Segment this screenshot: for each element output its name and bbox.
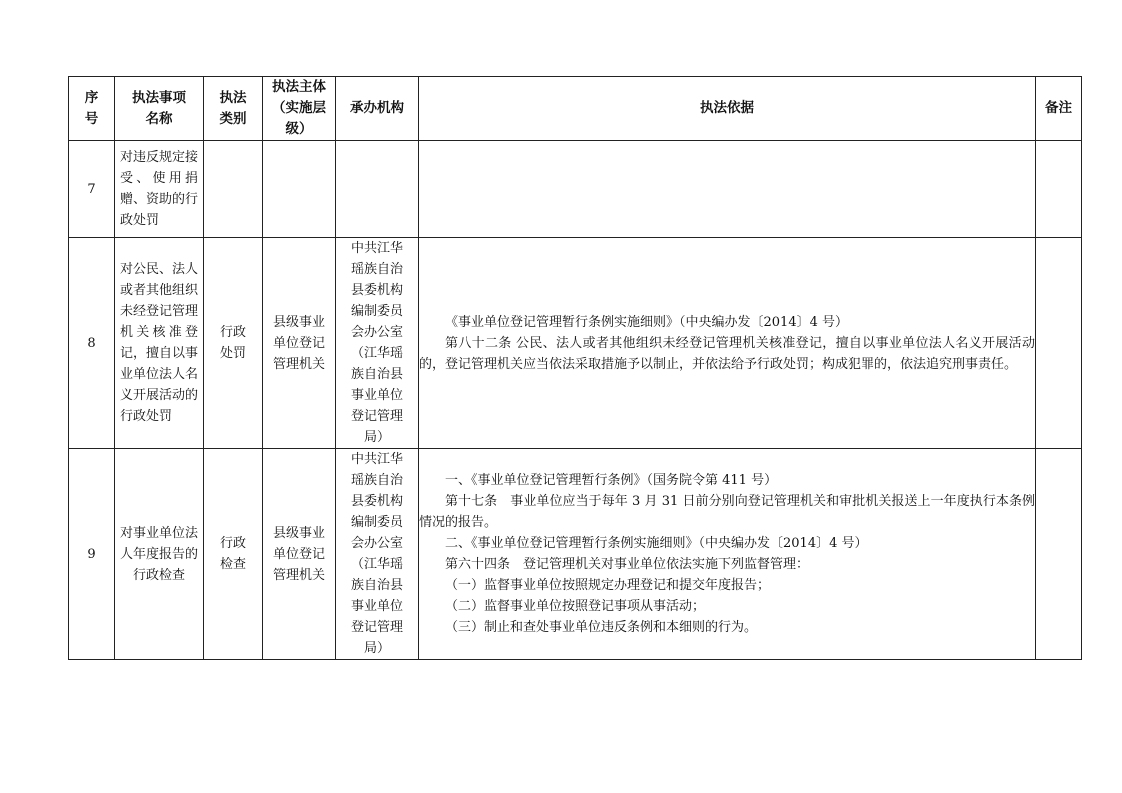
cell-type — [204, 141, 263, 238]
cell-basis — [419, 141, 1036, 238]
cell-remark — [1036, 238, 1082, 449]
basis-paragraph: （三）制止和查处事业单位违反条例和本细则的行为。 — [445, 620, 758, 635]
cell-org: 中共江华瑶族自治县委机构编制委员会办公室（江华瑶族自治县事业单位登记管理局） — [336, 449, 419, 660]
basis-paragraph: 一、《事业单位登记管理暂行条例》（国务院令第 411 号） — [445, 473, 778, 488]
cell-subject — [263, 141, 336, 238]
cell-subject: 县级事业单位登记管理机关 — [263, 449, 336, 660]
cell-subject: 县级事业单位登记管理机关 — [263, 238, 336, 449]
cell-type: 行政处罚 — [204, 238, 263, 449]
table-row — [69, 141, 1082, 238]
basis-paragraph: （一）监督事业单位按照规定办理登记和提交年度报告； — [445, 578, 771, 593]
cell-org — [336, 141, 419, 238]
cell-type: 行政检查 — [204, 449, 263, 660]
basis-paragraph: 《事业单位登记管理暂行条例实施细则》（中央编办发〔2014〕4 号） — [445, 314, 848, 330]
basis-paragraph: （二）监督事业单位按照登记事项从事活动； — [445, 599, 706, 614]
cell-remark — [1036, 449, 1082, 660]
cell-org: 中共江华瑶族自治县委机构编制委员会办公室（江华瑶族自治县事业单位登记管理局） — [336, 238, 419, 449]
header-remark: 备注 — [1036, 77, 1082, 141]
cell-item: 对事业单位法人年度报告的行政检查 — [115, 449, 204, 660]
header-org: 承办机构 — [336, 77, 419, 141]
table-row — [69, 238, 1082, 449]
basis-paragraph: 第六十四条 登记管理机关对事业单位依法实施下列监督管理： — [445, 557, 810, 572]
basis-paragraph: 第十七条 事业单位应当于每年 3 月 31 日前分别向登记管理机关和审批机关报送上一年度执行本条例情况的报告。 — [419, 494, 1035, 530]
cell-remark — [1036, 141, 1082, 238]
table-row — [69, 449, 1082, 660]
cell-item: 对违反规定接受、使用捐赠、资助的行政处罚 — [115, 141, 204, 238]
enforcement-table — [68, 76, 1082, 660]
cell-basis — [419, 449, 1036, 660]
header-no: 序号 — [69, 77, 115, 141]
basis-paragraph: 第八十二条 公民、法人或者其他组织未经登记管理机关核准登记，擅自以事业单位法人名义开展活动的，登记管理机关应当依法采取措施予以制止，并依法给予行政处罚；构成犯罪的，依法追究刑事责任。 — [419, 335, 1035, 372]
cell-item: 对公民、法人或者其他组织未经登记管理机关核准登记，擅自以事业单位法人名义开展活动的行政处罚 — [115, 238, 204, 449]
cell-no: 8 — [69, 238, 115, 449]
header-item: 执法事项名称 — [115, 77, 204, 141]
table-header-row — [69, 77, 1082, 141]
header-basis: 执法依据 — [419, 77, 1036, 141]
cell-basis — [419, 238, 1036, 449]
header-type: 执法类别 — [204, 77, 263, 141]
basis-paragraph: 二、《事业单位登记管理暂行条例实施细则》（中央编办发〔2014〕4 号） — [445, 536, 868, 551]
cell-no: 9 — [69, 449, 115, 660]
header-subject: 执法主体（实施层级） — [263, 77, 336, 141]
cell-no: 7 — [69, 141, 115, 238]
